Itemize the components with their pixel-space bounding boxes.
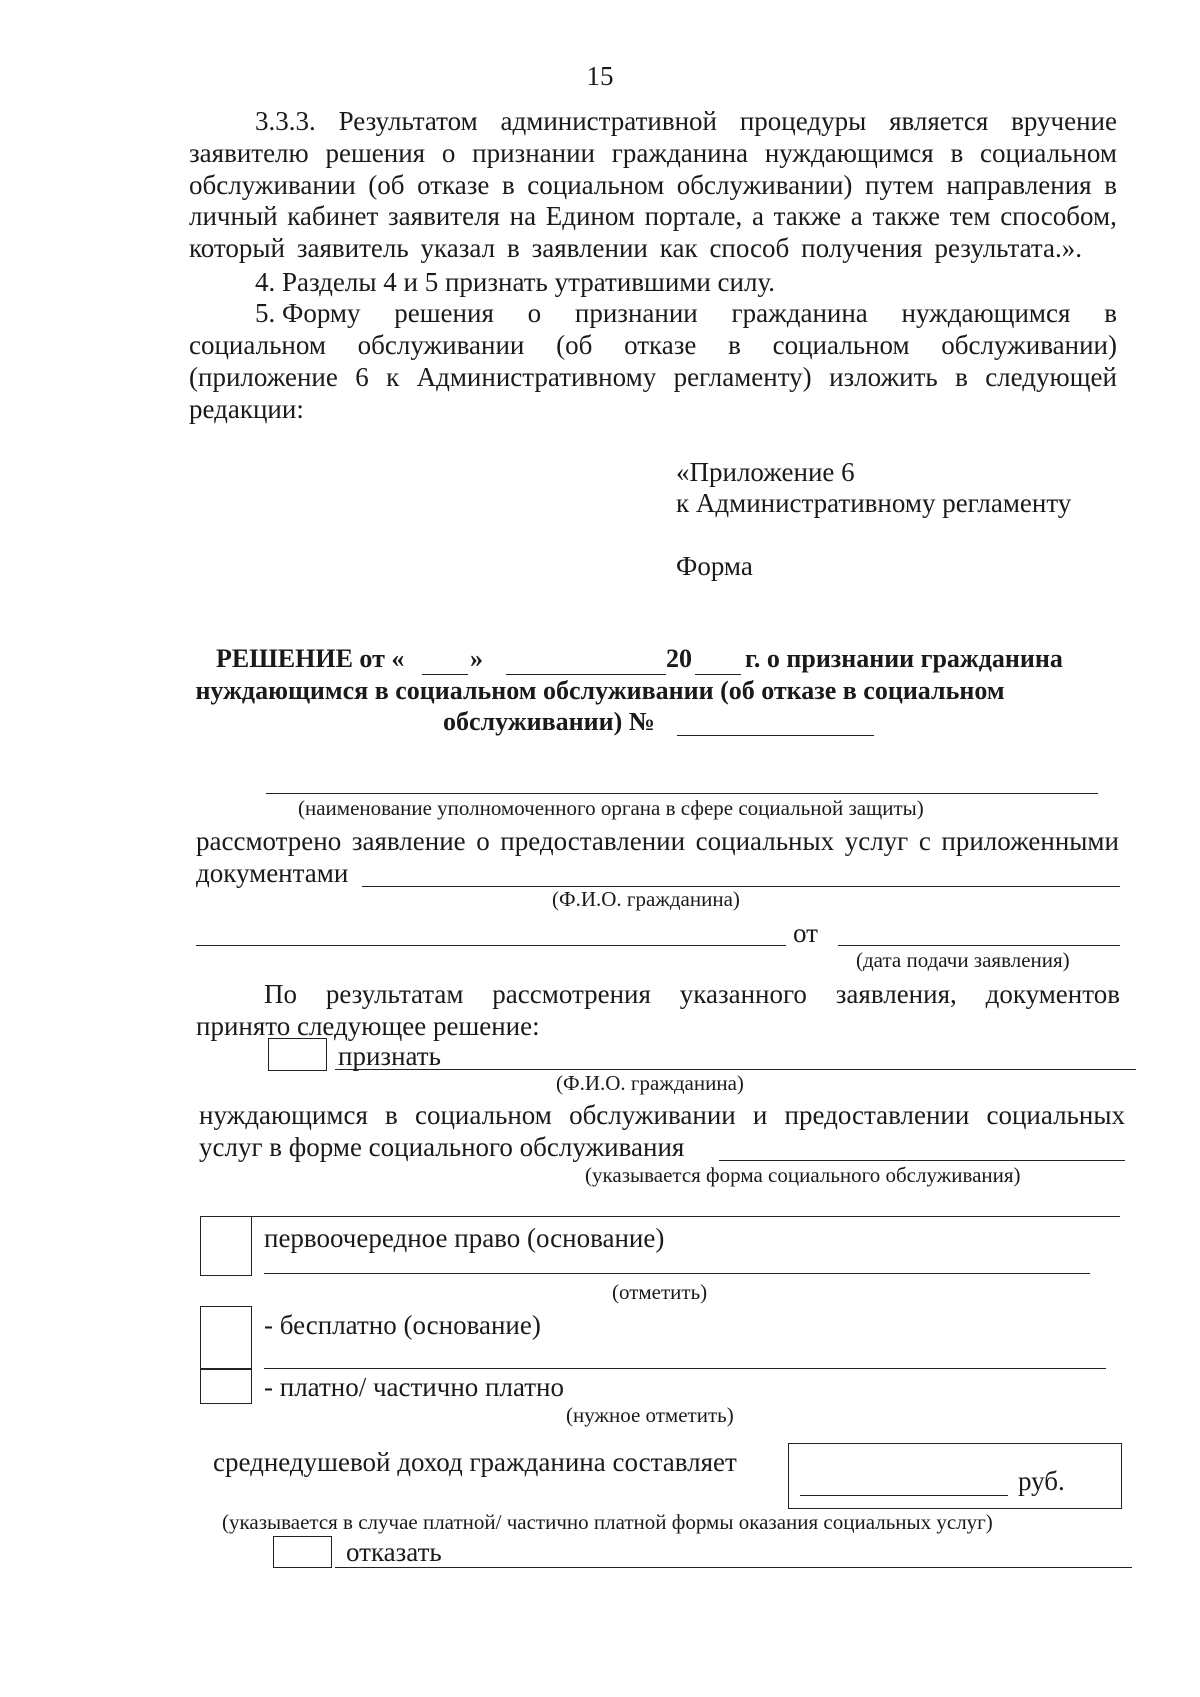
word: социальном <box>527 170 665 200</box>
word: редакции: <box>189 394 304 424</box>
results-line <box>264 979 1120 1010</box>
word: указанного <box>679 979 807 1009</box>
documents-line <box>362 886 1120 887</box>
free-checkbox[interactable] <box>200 1306 252 1370</box>
word: (об <box>368 170 405 200</box>
rub-label: руб. <box>1018 1466 1065 1496</box>
refuse-label: отказать <box>346 1537 442 1567</box>
word: а <box>850 201 863 231</box>
word: кабинет <box>287 201 379 231</box>
p333-line-2 <box>189 138 1117 169</box>
word: и <box>752 1100 768 1130</box>
month-line <box>506 674 666 675</box>
priority-label: первоочередное право (основание) <box>264 1223 665 1253</box>
word: обслуживании <box>569 1100 736 1130</box>
annex-line-2: к Административному регламенту <box>676 488 1072 518</box>
word: социальных <box>695 826 835 856</box>
word: заявление <box>351 826 466 856</box>
word: тем <box>949 201 991 231</box>
word: как <box>659 233 698 263</box>
word: социальном <box>189 330 326 360</box>
income-amount-line[interactable] <box>800 1495 1008 1496</box>
word: предоставлении <box>784 1100 970 1130</box>
word: в <box>1104 298 1117 328</box>
fio-hint-2: (Ф.И.О. гражданина) <box>556 1071 744 1095</box>
word: признании <box>472 138 595 168</box>
word: который <box>189 233 285 263</box>
word: обслуживании) <box>941 330 1117 360</box>
fio-hint-1: (Ф.И.О. гражданина) <box>552 887 740 911</box>
year-line <box>695 674 741 675</box>
day-line <box>422 674 468 675</box>
word: направления <box>946 170 1092 200</box>
word: предоставлении <box>500 826 686 856</box>
form-label: Форма <box>676 551 753 581</box>
needing-line <box>199 1100 1125 1131</box>
word: изложить <box>829 362 938 392</box>
word: является <box>889 106 989 136</box>
word: в <box>950 138 964 168</box>
word: путем <box>865 170 934 200</box>
title-line-2: нуждающимся в социальном обслуживании (об отказе в социальном <box>195 676 1005 705</box>
title-year: 20 <box>666 644 692 673</box>
mark-hint: (отметить) <box>612 1280 708 1304</box>
word: социальных <box>986 1100 1125 1130</box>
word: получения <box>801 233 923 263</box>
word: в <box>385 1100 398 1130</box>
word: заявлении <box>531 233 648 263</box>
word: социальном <box>980 138 1117 168</box>
word: на <box>509 201 537 231</box>
word: заявитель <box>296 233 409 263</box>
refuse-checkbox[interactable] <box>273 1536 332 1568</box>
services-form-label: услуг в форме социального обслуживания <box>199 1132 685 1162</box>
annex-line-1: «Приложение 6 <box>676 457 855 487</box>
organ-line <box>266 793 1098 794</box>
word: процедуры <box>739 106 867 136</box>
word: следующей <box>985 362 1117 392</box>
recognize-label: признать <box>338 1041 441 1071</box>
word: (об <box>556 330 593 360</box>
p333-line-1 <box>255 106 1117 137</box>
page-number: 15 <box>586 61 614 91</box>
word: результатам <box>325 979 464 1009</box>
word: о <box>476 826 490 856</box>
word: отказе <box>624 330 697 360</box>
fio-line <box>196 945 786 946</box>
date-hint: (дата подачи заявления) <box>856 948 1070 972</box>
word: в <box>506 233 520 263</box>
word: о <box>441 138 456 168</box>
word: Едином <box>545 201 635 231</box>
word: решения <box>394 298 494 328</box>
word: рассмотрено <box>196 826 342 856</box>
word: гражданина <box>611 138 749 168</box>
decision-label: принято следующее решение: <box>196 1011 540 1041</box>
word: в <box>955 362 968 392</box>
p5-line-2 <box>189 330 1117 361</box>
services-form-line <box>719 1160 1125 1161</box>
word: гражданина <box>731 298 868 328</box>
word: Административному <box>416 362 657 392</box>
word: признании <box>574 298 698 328</box>
documents-label: документами <box>196 858 349 888</box>
word: о <box>527 298 542 328</box>
paid-label: - платно/ частично платно <box>264 1372 564 1402</box>
word: 6 <box>355 362 369 392</box>
needed-hint: (нужное отметить) <box>566 1403 734 1427</box>
word: результата.». <box>934 233 1082 263</box>
word: социальном <box>414 1100 552 1130</box>
word: нуждающимся <box>764 138 934 168</box>
p333-line-4 <box>189 201 1117 232</box>
paragraph-4: 4. Разделы 4 и 5 признать утратившими силу. <box>255 267 776 297</box>
income-hint: (указывается в случае платной/ частично платной формы оказания социальных услуг) <box>222 1510 993 1534</box>
word: приложенными <box>941 826 1119 856</box>
refuse-line <box>335 1567 1132 1568</box>
title-rest: г. о признании гражданина <box>745 644 1063 673</box>
income-label: среднедушевой доход гражданина составляет <box>213 1447 737 1477</box>
word: услуг <box>844 826 909 856</box>
word: документов <box>985 979 1120 1009</box>
word: портале, <box>644 201 743 231</box>
word: а <box>751 201 764 231</box>
title-line-3: обслуживании) № <box>443 707 655 736</box>
word: вручение <box>1011 106 1117 136</box>
p333-line-3 <box>189 170 1117 201</box>
word: в <box>1104 170 1117 200</box>
word: способом, <box>1000 201 1117 231</box>
free-label: - бесплатно (основание) <box>264 1310 541 1340</box>
priority-checkbox[interactable] <box>200 1216 252 1276</box>
title-decision: РЕШЕНИЕ от « <box>216 644 405 673</box>
word: личный <box>189 201 278 231</box>
section-top-line <box>200 1216 1120 1217</box>
p5-line-4 <box>189 394 304 425</box>
ot-label: от <box>793 918 818 948</box>
word: отказе <box>417 170 490 200</box>
word: также <box>872 201 940 231</box>
recognize-checkbox[interactable] <box>268 1038 327 1071</box>
word: способ <box>709 233 790 263</box>
word: с <box>918 826 931 856</box>
word: в <box>501 170 515 200</box>
word: 3.3.3. <box>255 106 316 136</box>
form-hint: (указывается форма социального обслуживания) <box>585 1163 1021 1187</box>
word: нуждающимся <box>901 298 1071 328</box>
word: также <box>773 201 842 231</box>
p333-line-5 <box>189 233 1082 264</box>
word: заявления, <box>835 979 957 1009</box>
word: обслуживании) <box>676 170 853 200</box>
word: решения <box>325 138 426 168</box>
number-line <box>677 735 874 736</box>
word: обслуживании <box>189 170 356 200</box>
p5-line-3 <box>189 362 1117 393</box>
word: регламенту) <box>673 362 812 392</box>
word: обслуживании <box>357 330 525 360</box>
word: социальном <box>772 330 910 360</box>
income-box <box>788 1443 1122 1509</box>
recognize-fio-line <box>335 1069 1136 1070</box>
priority-basis-line <box>264 1273 1090 1274</box>
word: в <box>728 330 741 360</box>
organ-hint: (наименование уполномоченного органа в сфере социальной защиты) <box>298 796 924 820</box>
word: заявителю <box>189 138 309 168</box>
paid-checkbox[interactable] <box>200 1368 252 1404</box>
free-basis-line <box>264 1368 1106 1369</box>
word: 5. Форму <box>255 298 361 328</box>
word: к <box>386 362 400 392</box>
word: указал <box>420 233 496 263</box>
word: (приложение <box>189 362 338 392</box>
reviewed-line <box>196 826 1119 857</box>
word: Результатом <box>338 106 478 136</box>
word: нуждающимся <box>199 1100 368 1130</box>
date-line <box>838 945 1120 946</box>
word: административной <box>500 106 717 136</box>
title-quote-close: » <box>470 644 483 673</box>
word: заявителя <box>388 201 500 231</box>
word: рассмотрения <box>492 979 651 1009</box>
word: По <box>264 979 297 1009</box>
p5-line-1 <box>255 298 1117 329</box>
